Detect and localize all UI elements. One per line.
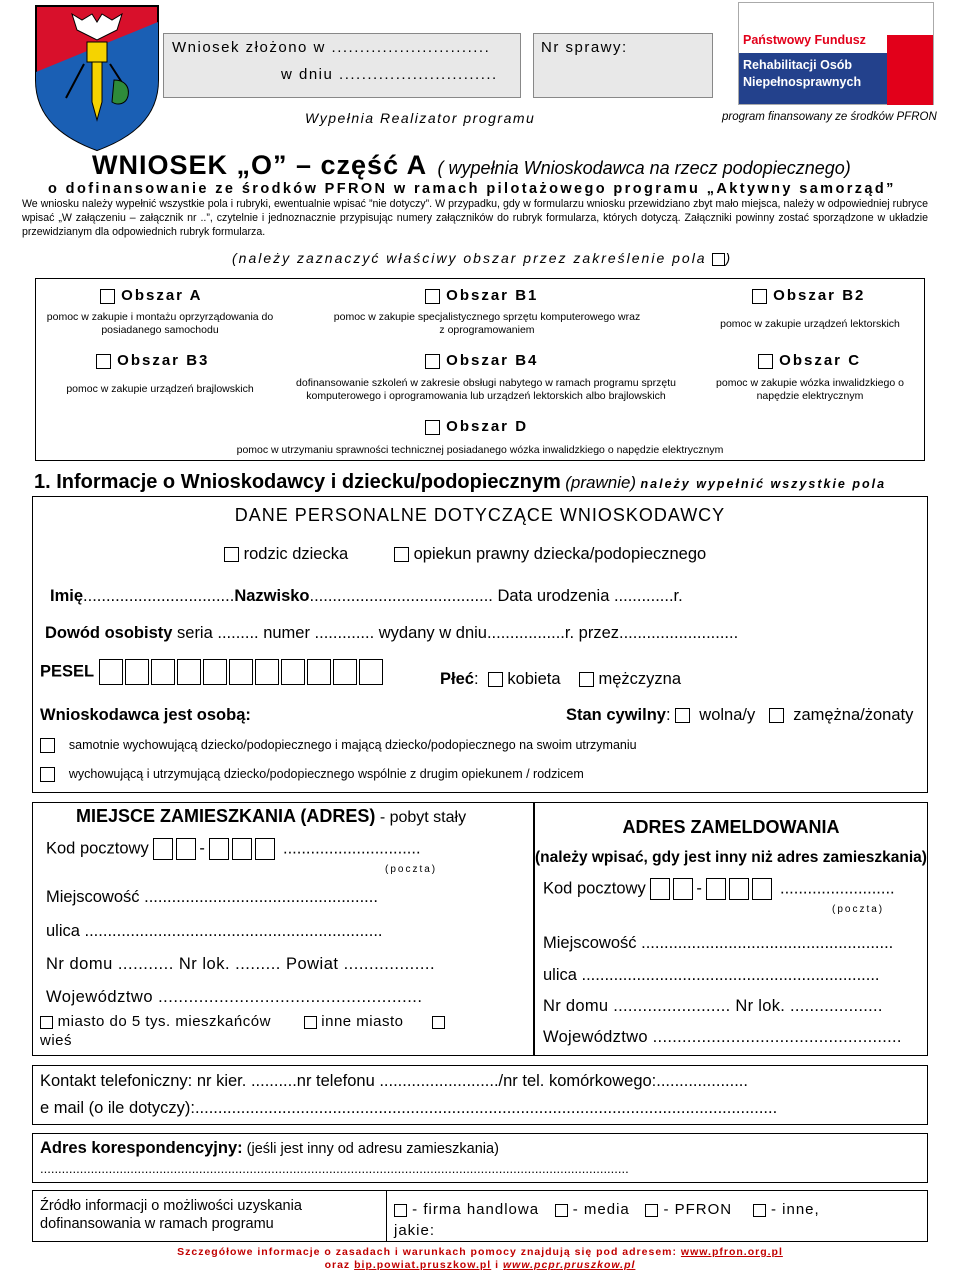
coat-of-arms-logo — [32, 2, 162, 152]
residence-house[interactable]: Nr domu ........... Nr lok. ......... Powiat .................. — [46, 955, 436, 973]
pfron-logo-line1: Państwowy Fundusz — [743, 33, 866, 47]
registration-title: ADRES ZAMELDOWANIA — [622, 817, 840, 837]
area-b3[interactable]: Obszar B3 — [96, 352, 209, 369]
area-b2-desc: pomoc w zakupie urządzeń lektorskich — [720, 318, 900, 330]
pfron-logo — [738, 2, 934, 105]
contact-phone[interactable]: Kontakt telefoniczny: nr kier. ..........nr telefonu ........................../nr tel. komórkowego:.................... — [40, 1072, 748, 1090]
checkbox-town[interactable] — [40, 1016, 53, 1029]
registration-city[interactable]: Miejscowość ....................................................... — [543, 934, 894, 952]
checkbox-source-media[interactable] — [555, 1204, 568, 1217]
checkbox-village[interactable] — [432, 1016, 445, 1029]
residence-voivodeship[interactable]: Województwo .................................................... — [46, 988, 423, 1006]
locality-options[interactable]: miasto do 5 tys. mieszkańców inne miasto wieś — [40, 1012, 530, 1050]
area-b3-desc: pomoc w zakupie urządzeń brajlowskich — [66, 383, 254, 395]
checkbox-area-a[interactable] — [100, 289, 115, 304]
registration-street[interactable]: ulica ................................................................. — [543, 966, 880, 984]
registration-poczta-label: (poczta) — [832, 904, 885, 915]
case-number-field[interactable]: Nr sprawy: — [541, 39, 628, 56]
checkbox-single[interactable] — [675, 708, 690, 723]
area-d[interactable]: Obszar D — [425, 418, 528, 435]
id-row[interactable]: Dowód osobisty seria ......... numer ............. wydany w dniu.................r. przez.......................... — [45, 624, 739, 642]
checkbox-area-b2[interactable] — [752, 289, 767, 304]
residence-title: MIEJSCE ZAMIESZKANIA (ADRES) - pobyt stały — [76, 806, 467, 826]
checkbox-female[interactable] — [488, 672, 503, 687]
title-main: WNIOSEK „O” – część A — [92, 150, 428, 180]
correspondence-field[interactable]: ................................................................................................................................................................... — [40, 1161, 629, 1176]
contact-email[interactable]: e mail (o ile dotyczy):............................................................................................................................... — [40, 1099, 778, 1117]
pfron-red-square — [887, 35, 933, 105]
checkbox-area-b4[interactable] — [425, 354, 440, 369]
checkbox-area-d[interactable] — [425, 420, 440, 435]
area-c-desc: pomoc w zakupie wózka inwalidzkiego o napędzie elektrycznym — [716, 377, 904, 402]
opt-joint[interactable]: wychowującą i utrzymującą dziecko/podopiecznego wspólnie z drugim opiekunem / rodzicem — [40, 767, 584, 782]
checkbox-alone[interactable] — [40, 738, 55, 753]
filed-day-field[interactable]: w dniu ............................ — [281, 66, 498, 83]
marital-row[interactable]: Stan cywilny: wolna/y zamężna/żonaty — [566, 706, 914, 724]
source-divider — [386, 1190, 387, 1242]
area-d-desc: pomoc w utrzymaniu sprawności technicznej posiadanego wózka inwalidzkiego o napędzie elektrycznym — [236, 444, 724, 456]
mark-note: (należy zaznaczyć właściwy obszar przez zakreślenie pola ) — [232, 250, 733, 266]
area-a[interactable]: Obszar A — [100, 287, 202, 304]
registration-house[interactable]: Nr domu ........................ Nr lok. ................... — [543, 997, 883, 1015]
checkbox-male[interactable] — [579, 672, 594, 687]
link-pfron[interactable]: www.pfron.org.pl — [680, 1246, 783, 1258]
registration-note: (należy wpisać, gdy jest inny niż adres zamieszkania) — [535, 849, 927, 866]
opt-guardian[interactable]: opiekun prawny dziecka/podopiecznego — [394, 545, 706, 564]
link-bip[interactable]: bip.powiat.pruszkow.pl — [354, 1259, 492, 1271]
title-note: ( wypełnia Wnioskodawca na rzecz podopiecznego) — [437, 158, 851, 178]
page-title — [92, 150, 851, 181]
residence-poczta-label: (poczta) — [385, 864, 438, 875]
address-right-box — [534, 802, 928, 1056]
filed-on-field[interactable]: Wniosek złożono w ............................ — [172, 39, 491, 56]
checkbox-source-firm[interactable] — [394, 1204, 407, 1217]
area-a-desc: pomoc w zakupie i montażu oprzyrządowania do posiadanego samochodu — [46, 311, 274, 336]
intro-text: We wniosku należy wypełnić wszystkie pola i rubryki, ewentualnie wpisać ”nie dotyczy”. W przypadku, gdy w formularzu wniosku przewidziano zbyt mało miejsca, należy w odpowiedniej rubryce wpisać „W załączeniu – załącznik nr ..”, czytelnie i jednoznacznie przypisując numery załączników do rubryk formularza, których dotyczą. Załączniki powinny zostać sporządzone w układzie przewidzianym dla odpowiednich rubryk formularza. — [22, 198, 928, 238]
checkbox-area-b1[interactable] — [425, 289, 440, 304]
checkbox-joint[interactable] — [40, 767, 55, 782]
checkbox-source-other[interactable] — [753, 1204, 766, 1217]
area-b1-desc: pomoc w zakupie specjalistycznego sprzętu komputerowego wraz z oprogramowaniem — [333, 311, 641, 336]
title-sub: o dofinansowanie ze środków PFRON w ramach pilotażowego programu „Aktywny samorząd” — [48, 181, 896, 197]
opt-alone[interactable]: samotnie wychowującą dziecko/podopiecznego i mającą dziecko/podopiecznego na swoim utrzymaniu — [40, 738, 637, 753]
checkbox-parent[interactable] — [224, 547, 239, 562]
name-row[interactable]: Imię.................................Nazwisko........................................ Data urodzenia .............r. — [50, 587, 683, 605]
checkbox-source-pfron[interactable] — [645, 1204, 658, 1217]
checkbox-area-b3[interactable] — [96, 354, 111, 369]
pfron-logo-line2: Rehabilitacji Osób — [743, 58, 853, 72]
applicant-type-label: Wnioskodawca jest osobą: — [40, 706, 251, 724]
link-pcpr[interactable]: www.pcpr.pruszkow.pl — [503, 1259, 636, 1271]
area-b2[interactable]: Obszar B2 — [752, 287, 865, 304]
opt-parent[interactable]: rodzic dziecka — [224, 545, 348, 564]
funded-note: program finansowany ze środków PFRON — [722, 111, 937, 123]
personal-data-title: DANE PERSONALNE DOTYCZĄCE WNIOSKODAWCY — [234, 505, 726, 525]
residence-postcode[interactable]: Kod pocztowy - .............................. — [46, 838, 421, 860]
checkbox-married[interactable] — [769, 708, 784, 723]
footer: Szczegółowe informacje o zasadach i warunkach pomocy znajdują się pod adresem: www.pfron.org.pl oraz bip.powiat.pruszkow.pl i www.pcpr.pruszkow.pl — [177, 1246, 783, 1271]
pfron-logo-line3: Niepełnosprawnych — [743, 75, 862, 89]
residence-street[interactable]: ulica ................................................................. — [46, 922, 383, 940]
area-b4-desc: dofinansowanie szkoleń w zakresie obsługi nabytego w ramach programu sprzętu komputerowego i oprogramowania lub urządzeń lektorskich albo brajlowskich — [296, 377, 676, 402]
gender-row[interactable]: Płeć: kobieta mężczyzna — [440, 670, 681, 688]
source-label: Źródło informacji o możliwości uzyskania dofinansowania w ramach programu — [40, 1198, 302, 1232]
checkbox-guardian[interactable] — [394, 547, 409, 562]
checkbox-other-city[interactable] — [304, 1016, 317, 1029]
registration-postcode[interactable]: Kod pocztowy - ......................... — [543, 878, 895, 900]
area-b4[interactable]: Obszar B4 — [425, 352, 538, 369]
realizator-note: Wypełnia Realizator programu — [305, 110, 536, 126]
checkbox-area-c[interactable] — [758, 354, 773, 369]
source-options[interactable]: - firma handlowa - media - PFRON - inne, jakie: — [394, 1201, 820, 1239]
checkbox-icon — [712, 253, 725, 266]
pesel-row[interactable]: PESEL — [40, 659, 385, 685]
section1-heading: 1. Informacje o Wnioskodawcy i dziecku/podopiecznym (prawnie) należy wypełnić wszystkie pola — [34, 471, 887, 493]
area-b1[interactable]: Obszar B1 — [425, 287, 538, 304]
registration-voivodeship[interactable]: Województwo ................................................... — [543, 1028, 902, 1046]
area-c[interactable]: Obszar C — [758, 352, 861, 369]
residence-city[interactable]: Miejscowość ................................................... — [46, 888, 378, 906]
correspondence-label: Adres korespondencyjny: (jeśli jest inny od adresu zamieszkania) — [40, 1139, 499, 1157]
